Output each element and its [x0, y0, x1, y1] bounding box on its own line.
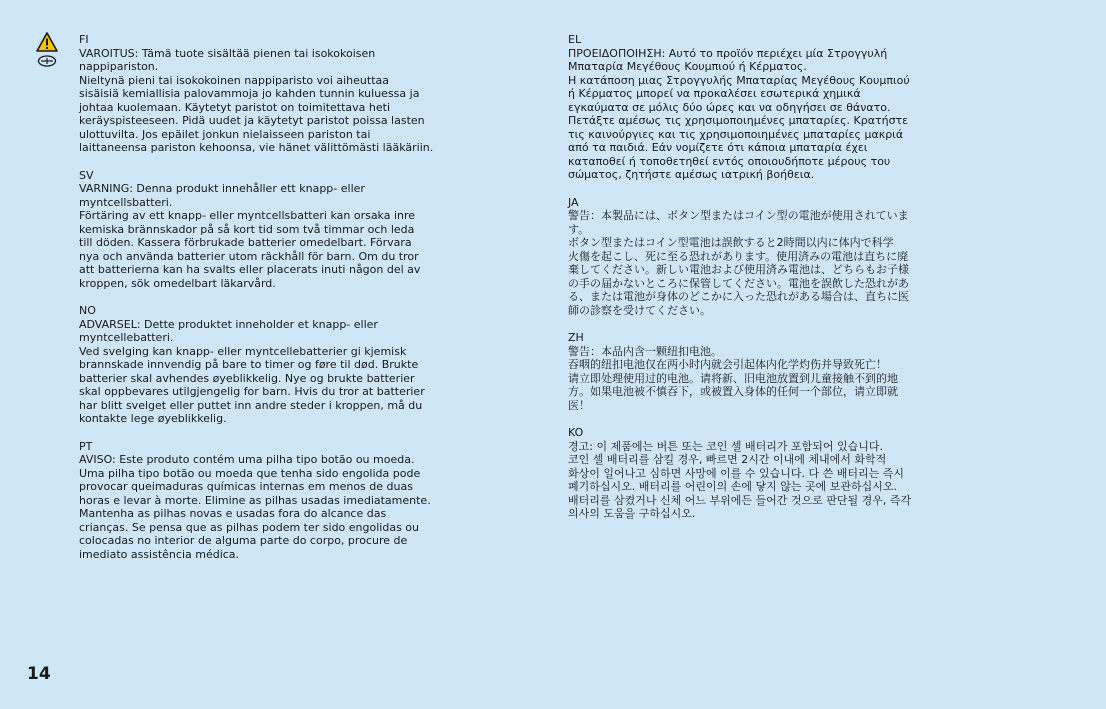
left-column — [79, 33, 464, 575]
warning-block-sv — [79, 169, 464, 291]
language-code: FI — [79, 33, 89, 46]
warning-block-fi — [79, 33, 464, 155]
warning-block-el — [568, 33, 948, 182]
warning-block-ko — [568, 426, 948, 521]
warning-text: VARNING: Denna produkt innehåller ett knapp- eller myntcellsbatteri. Förtäring av ett knapp- eller myntcellsbatteri kan orsaka inre kemiska brännskador på så kort tid som två timmar och leda till döden. Kassera förbrukade batterier omedelbart. Förvara nya och använda batterier utom räckhåll för barn. Om du tror att batterierna kan ha svalts eller placerats inuti någon del av kroppen, sök omedelbart läkarvård. — [79, 182, 421, 290]
language-code: KO — [568, 426, 584, 439]
warning-block-no — [79, 304, 464, 426]
warning-triangle-icon — [36, 32, 58, 52]
warning-block-ja — [568, 196, 948, 318]
warning-text: VAROITUS: Tämä tuote sisältää pienen tai isokokoisen nappipariston. Nieltynä pieni tai isokokoinen nappiparisto voi aiheuttaa sisäisiä kemiallisia palovammoja jo kahden tunnin kuluessa ja johtaa kuolemaan. Käytetyt paristot on toimitettava heti keräyspisteeseen. Pidä uudet ja käytetyt paristot poissa lasten ulottuvilta. Jos epäilet jonkun nielaisseen pariston tai laittaneensa pariston kehoonsa, vie hänet välittömästi lääkäriin. — [79, 46, 434, 154]
warning-text: 警告：本製品には、ボタン型またはコイン型の電池が使用されていま す。 ボタン型またはコイン型電池は誤飲すると2時間以内に体内で科学 火傷を起こし、死に至る恐れがあります。使用済みの電池は直ちに廃 棄してください。新しい電池および使用済み電池は、どちらもお子様 の手の届かないところに保管してください。電池を誤飲した恐れがあ る、または電池が身体のどこかに入った恐れがある場合は、直ちに医 師の診察を受けてください。 — [568, 209, 909, 317]
warning-text: AVISO: Este produto contém uma pilha tipo botão ou moeda. Uma pilha tipo botão ou moeda que tenha sido engolida pode provocar queimaduras químicas internas em menos de duas horas e levar à morte. Elimine as pilhas usadas imediatamente. Mantenha as pilhas novas e usadas fora do alcance das crianças. Se pensa que as pilhas podem ter sido engolidas ou colocadas no interior de alguma parte do corpo, procure de imediato assistência médica. — [79, 453, 431, 561]
warning-block-pt — [79, 440, 464, 562]
language-code: PT — [79, 439, 93, 453]
coin-battery-icon — [37, 55, 57, 67]
warning-block-zh — [568, 331, 948, 412]
language-code: NO — [79, 304, 96, 317]
warning-text: ADVARSEL: Dette produktet inneholder et knapp- eller myntcellebatteri. Ved svelging kan knapp- eller myntcellebatterier gi kjemisk brannskade innvendig på bare to timer og føre til død. Brukte batterier skal avhendes øyeblikkelig. Nye og brukte batterier skal oppbevares utilgjengelig for barn. Hvis du tror at batterier har blitt svelget eller puttet inn andre steder i kroppen, må du kontakte lege øyeblikkelig. — [79, 317, 425, 425]
language-code: EL — [568, 33, 582, 46]
warning-text: ΠΡΟΕΙΔΟΠΟΙΗΣΗ: Αυτό το προϊόν περιέχει μία Στρογγυλή Μπαταρία Μεγέθους Κουμπιού ή Κέρματος. Η κατάποση μιας Στρογγυλής Μπαταρίας Μεγέθους Κουμπιού ή Κέρματος μπορεί να προκαλέσει εσωτερικά χημικά εγκαύματα σε μόλις δύο ώρες και να οδηγήσει σε θάνατο. Πετάξτε αμέσως τις χρησιμοποιημένες μπαταρίες. Κρατήστε τις καινούργιες και τις χρησιμοποιημένες μπαταρίες μακριά από τα παιδιά. Εάν νομίζετε ότι κάποια μπαταρία έχει καταποθεί ή τοποθετηθεί εντός οποιουδήποτε μέρους του σώματος, ζητήστε αμέσως ιατρική βοήθεια. — [568, 46, 910, 181]
page-number: 14 — [27, 664, 51, 684]
language-code: SV — [79, 168, 94, 182]
language-code: JA — [568, 195, 579, 209]
warning-text: 경고: 이 제품에는 버튼 또는 코인 셀 배터리가 포함되어 있습니다. 코인 셀 배터리를 삼킬 경우, 빠르면 2시간 이내에 체내에서 화학적 화상이 일어나고 심하면 사망에 이를 수 있습니다. 다 쓴 배터리는 즉시 폐기하십시오. 배터리를 어린이의 손에 닿지 않는 곳에 보관하십시오. 배터리를 삼켰거나 신체 어느 부위에든 들어간 것으로 판단될 경우, 즉각 의사의 도움을 구하십시오. — [568, 439, 912, 520]
warning-text: 警告：本品内含一颗纽扣电池。 吞咽的纽扣电池仅在两小时内就会引起体内化学灼伤并导致死亡！ 请立即处理使用过的电池。请将新、旧电池放置到儿童接触不到的地 方。如果电池被不慎吞下，或被置入身体的任何一个部位，请立即就 医！ — [568, 344, 898, 412]
language-code: ZH — [568, 331, 584, 344]
warning-icons — [36, 32, 58, 67]
right-column — [568, 33, 948, 535]
